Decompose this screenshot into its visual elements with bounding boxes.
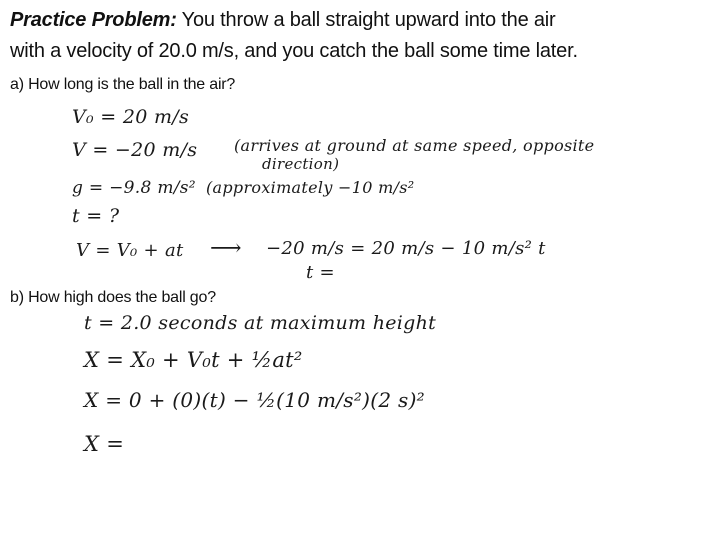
final-velocity-note: (arrives at ground at same speed, opposite [234, 136, 595, 155]
final-velocity-note-cont: direction) [262, 155, 340, 173]
time-at-max-height: t = 2.0 seconds at maximum height [84, 312, 437, 334]
kinematic-formula-position: X = X₀ + V₀t + ½at² [84, 348, 303, 372]
kinematic-formula-velocity: V = V₀ + at [76, 240, 184, 261]
position-substitution: X = 0 + (0)(t) − ½(10 m/s²)(2 s)² [84, 388, 426, 412]
gravity-approx-note: (approximately −10 m/s² [206, 178, 415, 197]
problem-line-1-text: You throw a ball straight upward into the air [181, 9, 556, 31]
question-b: b) How high does the ball go? [10, 289, 216, 306]
problem-statement [10, 5, 578, 67]
arrow-symbol: ⟶ [210, 236, 242, 261]
given-final-velocity: V = −20 m/s [72, 139, 198, 161]
given-gravity: g = −9.8 m/s² [72, 178, 196, 198]
substituted-equation: −20 m/s = 20 m/s − 10 m/s² t [266, 238, 546, 259]
question-a: a) How long is the ball in the air? [10, 76, 236, 93]
unknown-time: t = ? [72, 205, 120, 227]
position-result: X = [84, 432, 125, 456]
problem-label: Practice Problem: [10, 9, 177, 31]
problem-line-2: with a velocity of 20.0 m/s, and you catch the ball some time later. [10, 40, 578, 62]
given-initial-velocity: V₀ = 20 m/s [72, 106, 190, 128]
problem-line-1 [10, 5, 578, 36]
time-result: t = [306, 262, 335, 283]
